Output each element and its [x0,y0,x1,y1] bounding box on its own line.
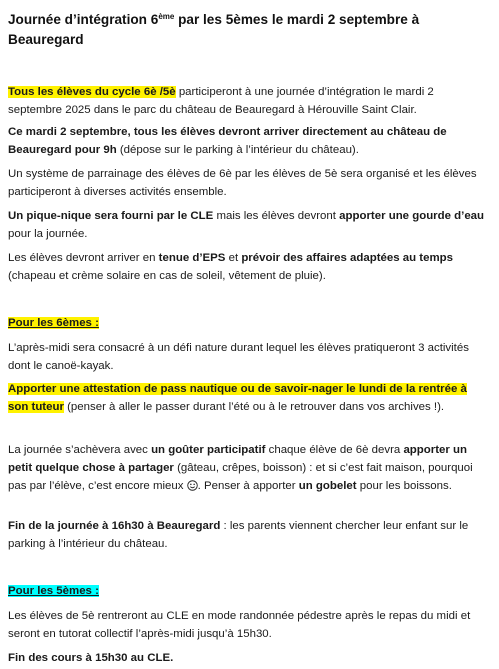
snack-text-3: (gâteau, crêpes, boisson) : et si c’est fait maison, pourquoi pas par l’élève, c’est encore mieux [8,462,473,492]
snack-text-1: La journée s’achèvera avec [8,444,152,456]
fifth-heading [8,582,488,600]
page-title [8,10,488,50]
snack-paragraph [8,441,488,495]
title-sup: ème [158,12,175,21]
sponsorship-paragraph: Un système de parrainage des élèves de 6è par les élèves de 5è sera organisé et les élèves participeront à diverses activités ensemble. [8,168,477,198]
attestation-highlight: Apporter une attestation de pass nautique ou de savoir-nager le lundi de la rentrée à son tuteur [8,383,467,413]
fifth-paragraph: Les élèves de 5è rentreront au CLE en mode randonnée pédestre après le repas du midi et seront en tutorat collectif l’après-midi jusqu’à 15h30. [8,610,471,640]
fifth-end-paragraph [8,649,488,667]
arrival-paragraph [8,123,488,159]
fifth-end-bold: Fin des cours à 15h30 au CLE. [8,652,174,664]
intro-paragraph [8,83,488,119]
snack-bold-3: un gobelet [298,480,357,492]
snack-text-5: pour les boissons. [356,480,452,492]
title-part2: par les 5èmes le mardi 2 septembre à Beauregard [8,12,420,47]
sixth-end-paragraph [8,517,488,553]
attestation-paragraph [8,380,488,416]
picnic-text-1: mais les élèves devront [213,210,340,222]
picnic-bold-1: Un pique-nique sera fourni par le CLE [8,210,214,222]
attestation-text: (penser à aller le passer durant l’été ou à le retrouver dans vos archives !). [63,401,445,413]
outfit-text-1: Les élèves devront arriver en [8,252,159,264]
sixth-heading-text: Pour les 6èmes : [8,317,99,329]
sixth-end-bold: Fin de la journée à 16h30 à Beauregard [8,520,221,532]
snack-bold-2: apporter un petit quelque chose à partager [8,444,467,474]
outfit-bold-2: prévoir des affaires adaptées au temps [241,252,453,264]
picnic-text-2: pour la journée. [8,228,88,240]
picnic-paragraph [8,207,488,243]
sixth-afternoon-paragraph: L’après-midi sera consacré à un défi nature durant lequel les élèves pratiqueront 3 activités dont le canoë-kayak. [8,342,469,372]
title-part1: Journée d’intégration 6 [8,12,159,27]
outfit-bold-1: tenue d’EPS [158,252,226,264]
arrival-bold: Ce mardi 2 septembre, tous les élèves devront arriver directement au château de Beauregard pour 9h [8,126,447,156]
outfit-text-3: (chapeau et crème solaire en cas de soleil, vêtement de pluie). [8,270,326,282]
outfit-text-2: et [225,252,242,264]
fifth-heading-text: Pour les 5èmes : [8,585,99,597]
intro-highlight: Tous les élèves du cycle 6è /5è [8,86,176,98]
sixth-end-text: : les parents viennent chercher leur enfant sur le parking à l’intérieur du château. [8,520,469,550]
smiley-icon [187,479,198,490]
snack-text-2: chaque élève de 6è devra [265,444,404,456]
outfit-paragraph [8,249,488,285]
picnic-bold-2: apporter une gourde d’eau [339,210,485,222]
arrival-text: (dépose sur le parking à l’intérieur du château). [116,144,359,156]
sixth-heading [8,314,488,332]
snack-text-4: . Penser à apporter [197,480,299,492]
snack-bold-1: un goûter participatif [151,444,266,456]
intro-text: participeront à une journée d’intégration le mardi 2 septembre 2025 dans le parc du château de Beauregard à Hérouville Saint Clair. [8,86,434,116]
